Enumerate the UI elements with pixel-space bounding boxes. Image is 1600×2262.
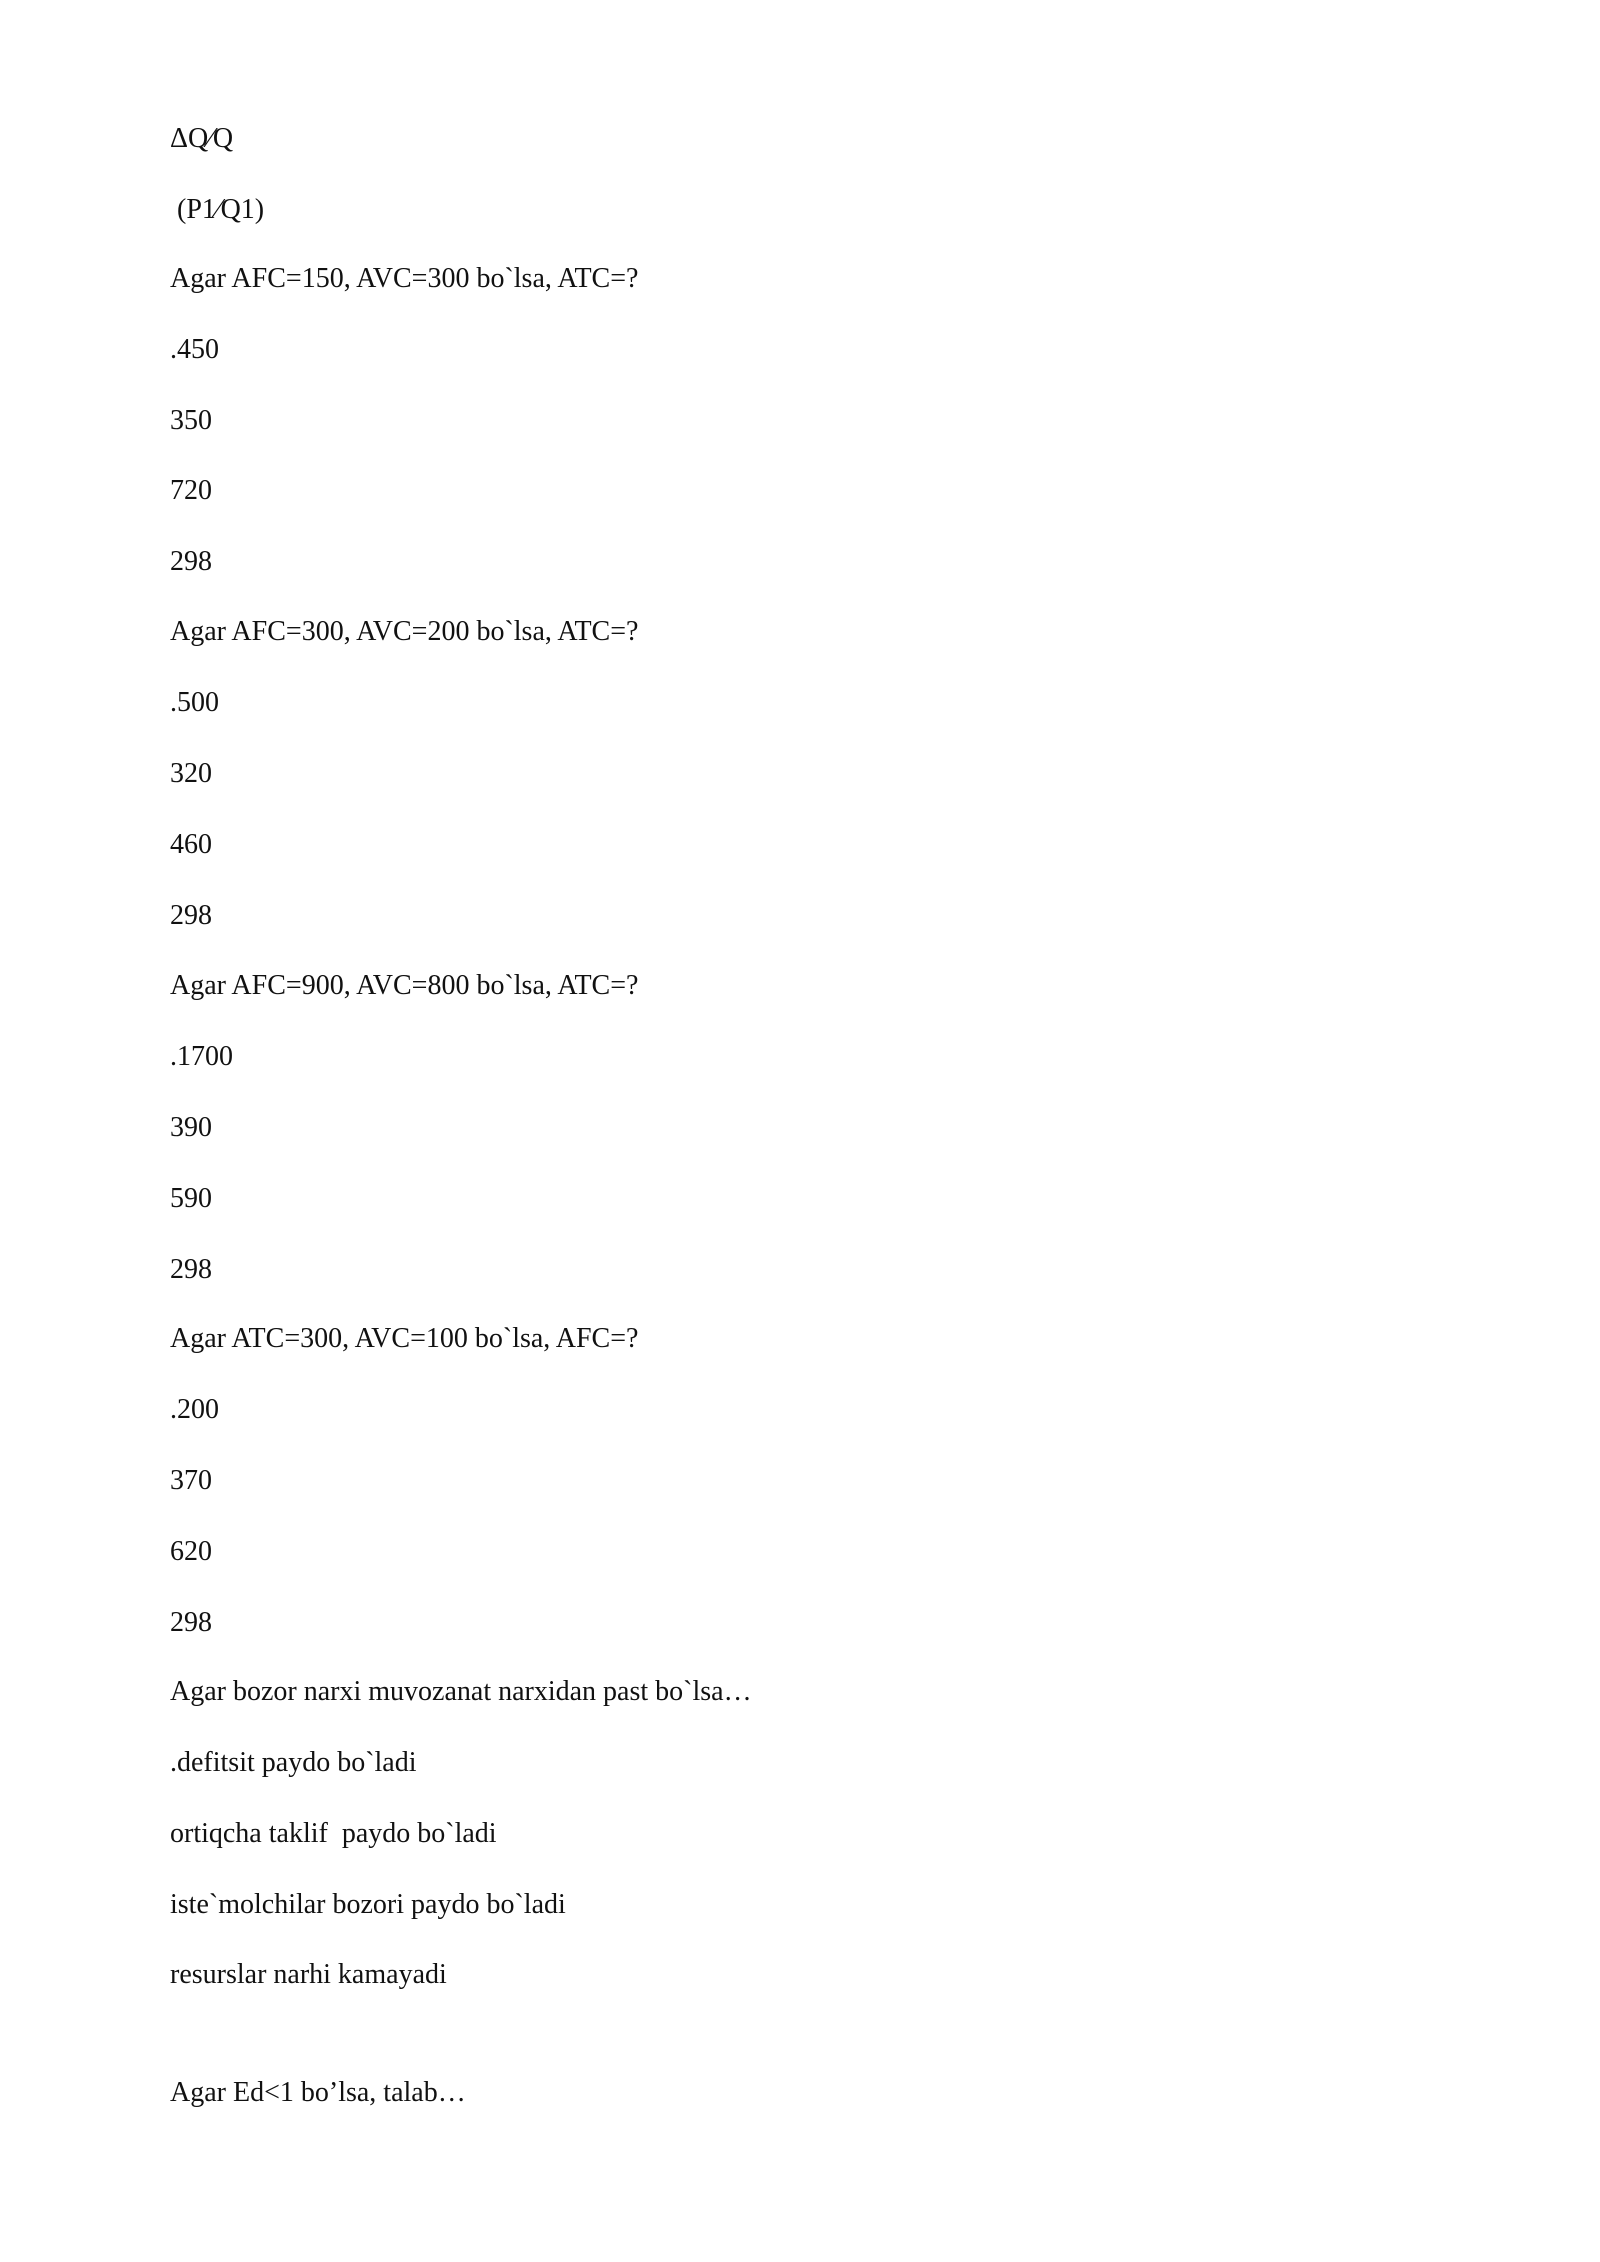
answer-option: .500 xyxy=(170,687,219,718)
question-text: Agar Ed<1 bo’lsa, talab… xyxy=(170,2077,466,2108)
answer-option: resurslar narhi kamayadi xyxy=(170,1959,447,1990)
answer-option: 298 xyxy=(170,900,212,931)
answer-option: 298 xyxy=(170,1254,212,1285)
answer-option: ortiqcha taklif paydo bo`ladi xyxy=(170,1818,497,1849)
answer-option: .200 xyxy=(170,1394,219,1425)
answer-option: iste`molchilar bozori paydo bo`ladi xyxy=(170,1889,566,1920)
question-text: Agar bozor narxi muvozanat narxidan past bo`lsa… xyxy=(170,1676,752,1707)
answer-option: 460 xyxy=(170,829,212,860)
question-text: Agar AFC=150, AVC=300 bo`lsa, ATC=? xyxy=(170,263,639,294)
answer-option: 298 xyxy=(170,546,212,577)
answer-option: .defitsit paydo bo`ladi xyxy=(170,1747,417,1778)
formula-line: (P1⁄Q1) xyxy=(170,194,265,225)
answer-option: 320 xyxy=(170,758,212,789)
question-text: Agar AFC=900, AVC=800 bo`lsa, ATC=? xyxy=(170,970,639,1001)
answer-option: 390 xyxy=(170,1112,212,1143)
answer-option: .1700 xyxy=(170,1041,233,1072)
question-text: Agar ATC=300, AVC=100 bo`lsa, AFC=? xyxy=(170,1323,639,1354)
question-text: Agar AFC=300, AVC=200 bo`lsa, ATC=? xyxy=(170,616,639,647)
answer-option: 350 xyxy=(170,405,212,436)
answer-option: 590 xyxy=(170,1183,212,1214)
formula-line: ΔQ⁄Q xyxy=(170,123,234,154)
answer-option: 298 xyxy=(170,1607,212,1638)
answer-option: 720 xyxy=(170,475,212,506)
answer-option: .450 xyxy=(170,334,219,365)
answer-option: 620 xyxy=(170,1536,212,1567)
answer-option: 370 xyxy=(170,1465,212,1496)
